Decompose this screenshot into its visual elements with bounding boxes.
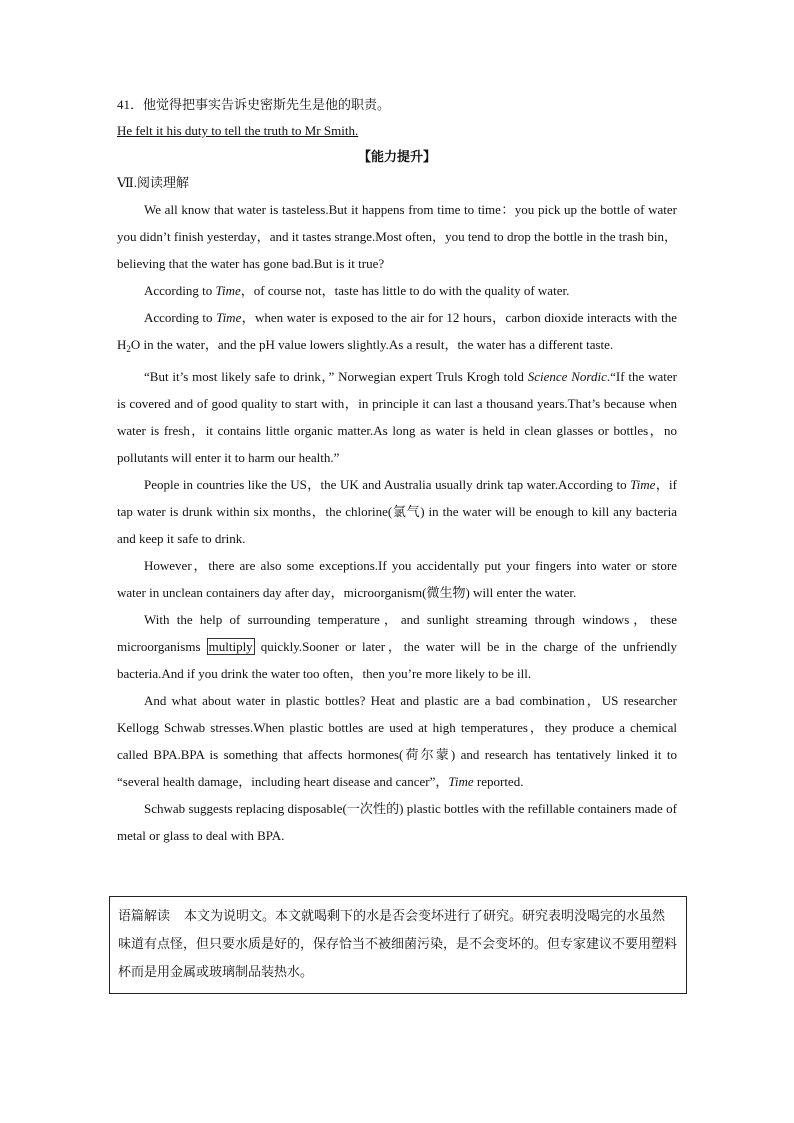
source-science-nordic: Science Nordic	[527, 369, 607, 384]
passage-paragraph-4: “But it’s most likely safe to drink，” Norwegian expert Truls Krogh told Science Nordic.“If the water is covered and of good quality to start with，in principle it can last a thousand years.That’s because when water is fresh，it contains little organic matter.As long as water is held in clean glasses or bottles，no pollutants will enter it to harm our health.”	[117, 369, 678, 465]
passage-paragraph-7: With the help of surrounding temperature，and sunlight streaming through windows，these microorganisms multiply quickly.Sooner or later，the water will be in the charge of the unfriendly bacteria.And if you drink the water too often，then you’re more likely to be ill.	[117, 612, 678, 681]
passage-paragraph-3: According to Time，when water is exposed to the air for 12 hours，carbon dioxide interacts with the $H_2O$ in the water，and the pH value lowers slightly.As a result，the water has a different taste.	[117, 310, 677, 354]
question-41-answer: He felt it his duty to tell the truth to Mr Smith.	[117, 123, 359, 138]
question-41-prompt: 41．他觉得把事实告诉史密斯先生是他的职责。	[117, 97, 391, 112]
passage-paragraph-8: And what about water in plastic bottles? Heat and plastic are a bad combination，US researcher Kellogg Schwab stresses.When plastic bottles are used at high temperatures，they produce a chemical called BPA.BPA is something that affects hormones(荷尔蒙) and research has tentatively linked it to “several health damage，including heart disease and cancer”，Time reported.	[117, 693, 677, 789]
analysis-box	[109, 896, 687, 994]
passage-paragraph-9: Schwab suggests replacing disposable(一次性的) plastic bottles with the refillable containers made of metal or glass to deal with BPA.	[117, 801, 677, 843]
source-time: Time	[215, 283, 241, 298]
source-time: Time	[630, 477, 656, 492]
content-column	[117, 92, 677, 849]
source-time: Time	[216, 310, 242, 325]
analysis-text: 本文为说明文。本文就喝剩下的水是否会变坏进行了研究。研究表明没喝完的水虽然味道有点怪，但只要水质是好的，保存恰当不被细菌污染，是不会变坏的。但专家建议不要用塑料杯而是用金属或玻璃制品装热水。	[118, 909, 678, 980]
passage-paragraph-1: We all know that water is tasteless.But it happens from time to time：you pick up the bottle of water you didn’t finish yesterday，and it tastes strange.Most often，you tend to drop the bottle in the trash bin，believing that the water has gone bad.But is it true?	[117, 202, 677, 271]
reading-subheading: Ⅶ.阅读理解	[117, 175, 190, 190]
boxed-word-multiply: multiply	[208, 639, 253, 654]
analysis-label: 语篇解读	[118, 909, 171, 924]
passage-paragraph-5: People in countries like the US，the UK and Australia usually drink tap water.According to Time，if tap water is drunk within six months，the chlorine(氯气) in the water will be enough to kill any bacteria and keep it safe to drink.	[117, 477, 677, 546]
passage-paragraph-2: According to Time，of course not，taste has little to do with the quality of water.	[144, 283, 570, 298]
section-title: 【能力提升】	[357, 149, 436, 164]
source-time: Time	[448, 774, 474, 789]
passage-paragraph-6: However，there are also some exceptions.If you accidentally put your fingers into water or store water in unclean containers day after day，microorganism(微生物) will enter the water.	[117, 558, 677, 600]
